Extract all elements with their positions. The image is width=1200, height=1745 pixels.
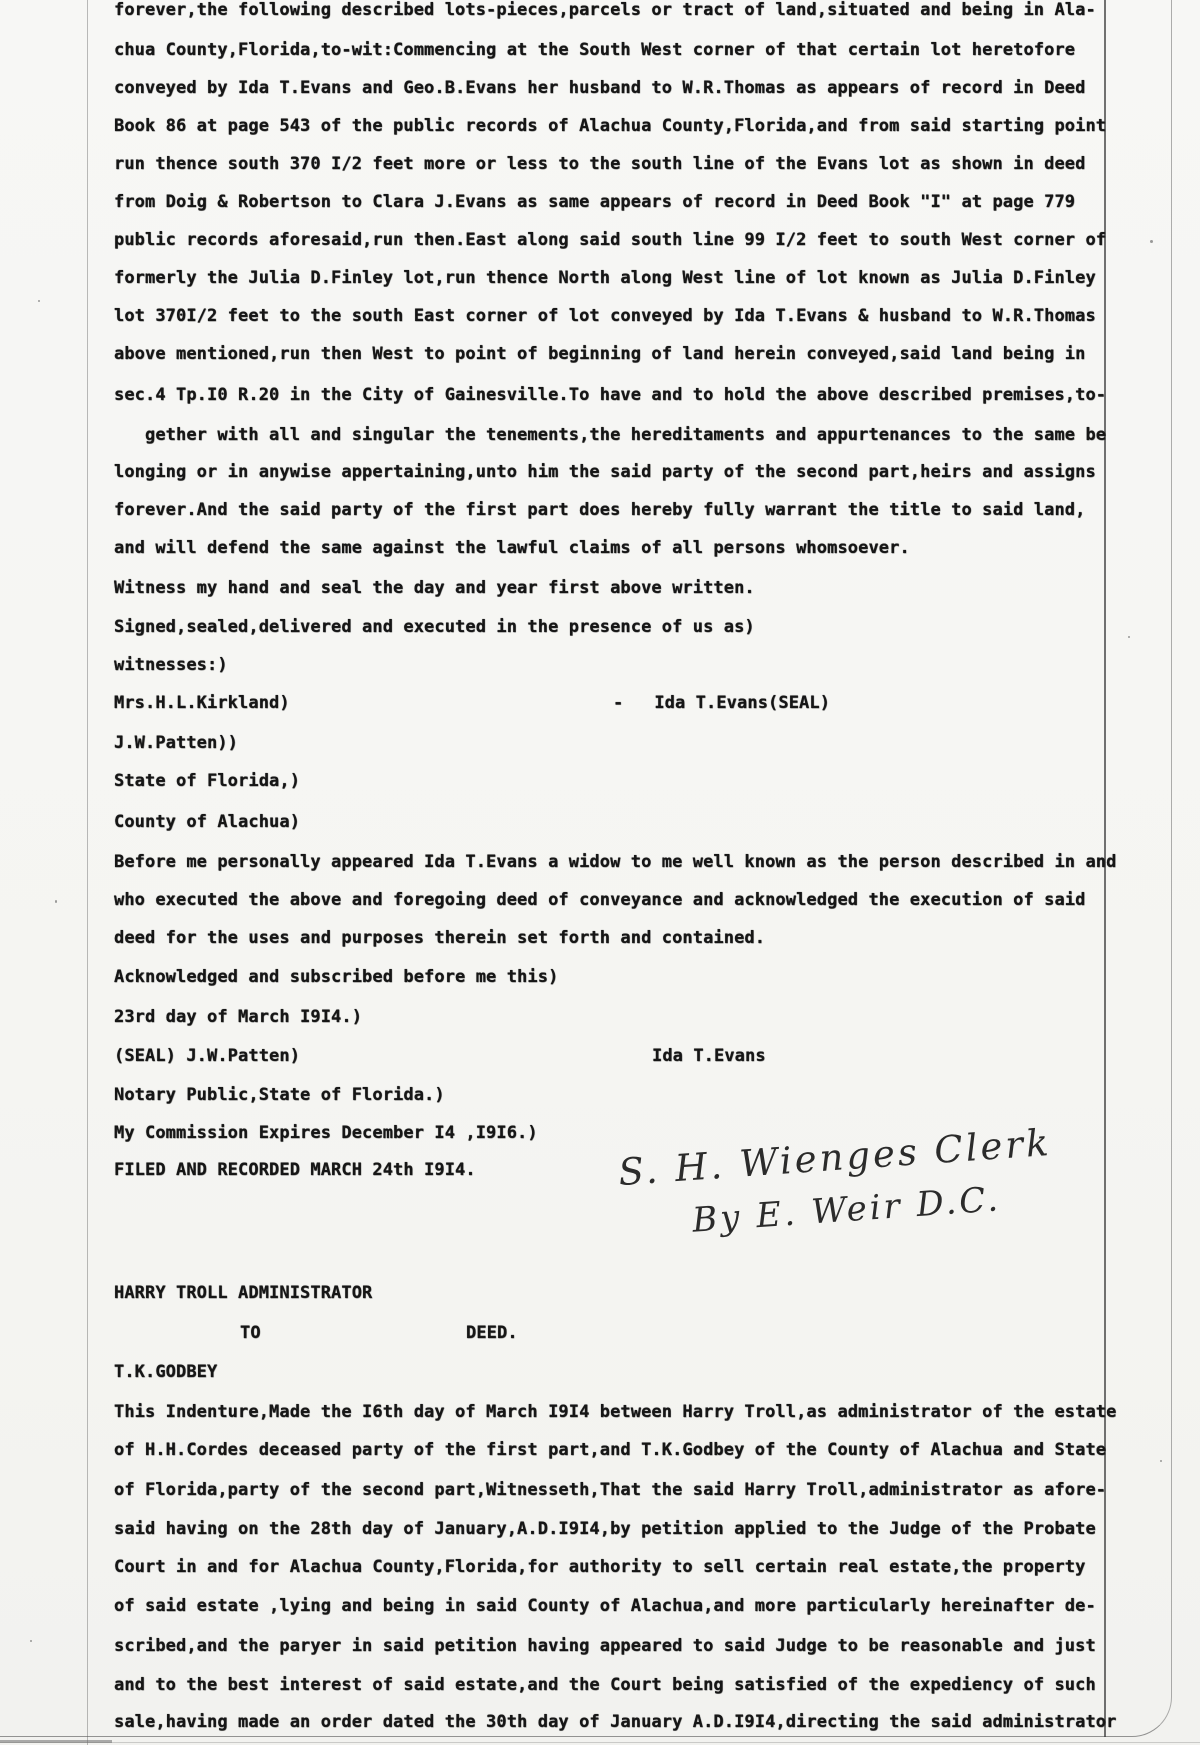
text-line: Notary Public,State of Florida.)	[114, 1085, 445, 1105]
text-line: Court in and for Alachua County,Florida,for authority to sell certain real estate,the property	[114, 1557, 1086, 1577]
text-line: conveyed by Ida T.Evans and Geo.B.Evans her husband to W.R.Thomas as appears of record in Deed	[114, 78, 1086, 98]
text-line: HARRY TROLL ADMINISTRATOR	[114, 1283, 373, 1303]
text-line: State of Florida,)	[114, 771, 301, 791]
text-line: of said estate ,lying and being in said County of Alachua,and more particularly hereinafter de-	[114, 1596, 1096, 1616]
clerk-signature-line2: By E. Weir D.C.	[690, 1179, 1003, 1241]
text-line: County of Alachua)	[114, 812, 301, 832]
scan-speck	[30, 1640, 32, 1642]
text-line: Before me personally appeared Ida T.Evans a widow to me well known as the person described in and	[114, 852, 1117, 872]
bottom-scan-line	[0, 1742, 1200, 1743]
text-line: Signed,sealed,delivered and executed in the presence of us as)	[114, 617, 755, 637]
text-line: formerly the Julia D.Finley lot,run thence North along West line of lot known as Julia D.Finley	[114, 268, 1096, 288]
text-line: forever.And the said party of the first part does hereby fully warrant the title to said land,	[114, 500, 1086, 520]
text-line: and to the best interest of said estate,and the Court being satisfied of the expediency of such	[114, 1675, 1096, 1695]
text-line: from Doig & Robertson to Clara J.Evans as same appears of record in Deed Book "I" at page 779	[114, 192, 1076, 212]
text-line: TO DEED.	[240, 1323, 518, 1343]
scan-speck	[38, 300, 40, 302]
text-line: above mentioned,run then West to point of beginning of land herein conveyed,said land being in	[114, 344, 1086, 364]
clerk-signature-line1: S. H. Wienges Clerk	[617, 1120, 1053, 1195]
scan-speck	[1128, 636, 1130, 638]
text-line: forever,the following described lots-pieces,parcels or tract of land,situated and being in Ala-	[114, 0, 1096, 20]
text-line: chua County,Florida,to-wit:Commencing at the South West corner of that certain lot heretofore	[114, 40, 1076, 60]
text-line: said having on the 28th day of January,A.D.I9I4,by petition applied to the Judge of the Probate	[114, 1519, 1096, 1539]
text-line: This Indenture,Made the I6th day of March I9I4 between Harry Troll,as administrator of the estate	[114, 1402, 1117, 1422]
text-line: of Florida,party of the second part,Witnesseth,That the said Harry Troll,administrator as afore-	[114, 1480, 1107, 1500]
text-line: deed for the uses and purposes therein set forth and contained.	[114, 928, 766, 948]
text-line: gether with all and singular the tenements,the hereditaments and appurtenances to the same be	[114, 425, 1107, 445]
scan-speck	[1150, 240, 1153, 243]
bottom-left-scan-strip	[0, 1740, 112, 1743]
text-line: lot 370I/2 feet to the south East corner of lot conveyed by Ida T.Evans & husband to W.R.Thomas	[114, 306, 1096, 326]
text-line: My Commission Expires December I4 ,I9I6.)	[114, 1123, 538, 1143]
scan-speck	[55, 900, 57, 903]
text-line: J.W.Patten))	[114, 733, 239, 753]
text-line: FILED AND RECORDED MARCH 24th I9I4.	[114, 1160, 476, 1180]
text-line: sale,having made an order dated the 30th day of January A.D.I9I4,directing the said administrator	[114, 1712, 1117, 1732]
text-line: longing or in anywise appertaining,unto him the said party of the second part,heirs and assigns	[114, 462, 1096, 482]
scan-speck	[1160, 1460, 1162, 1462]
text-line: public records aforesaid,run then.East along said south line 99 I/2 feet to south West corner of	[114, 230, 1107, 250]
text-line: who executed the above and foregoing deed of conveyance and acknowledged the execution of said	[114, 890, 1086, 910]
text-line: Acknowledged and subscribed before me this)	[114, 967, 559, 987]
text-line: Mrs.H.L.Kirkland) - Ida T.Evans(SEAL)	[114, 693, 831, 713]
text-line: 23rd day of March I9I4.)	[114, 1007, 363, 1027]
text-line: scribed,and the paryer in said petition having appeared to said Judge to be reasonable and just	[114, 1636, 1096, 1656]
text-line: (SEAL) J.W.Patten) Ida T.Evans	[114, 1046, 766, 1066]
left-margin-line	[87, 0, 88, 1745]
text-line: T.K.GODBEY	[114, 1362, 218, 1382]
text-line: witnesses:)	[114, 655, 228, 675]
text-line: and will defend the same against the lawful claims of all persons whomsoever.	[114, 538, 910, 558]
text-line: run thence south 370 I/2 feet more or less to the south line of the Evans lot as shown in deed	[114, 154, 1086, 174]
text-line: sec.4 Tp.I0 R.20 in the City of Gainesville.To have and to hold the above described premises,to-	[114, 385, 1107, 405]
text-line: Book 86 at page 543 of the public records of Alachua County,Florida,and from said starting point	[114, 116, 1107, 136]
text-line: of H.H.Cordes deceased party of the first part,and T.K.Godbey of the County of Alachua and State	[114, 1440, 1107, 1460]
text-line: Witness my hand and seal the day and year first above written.	[114, 578, 755, 598]
